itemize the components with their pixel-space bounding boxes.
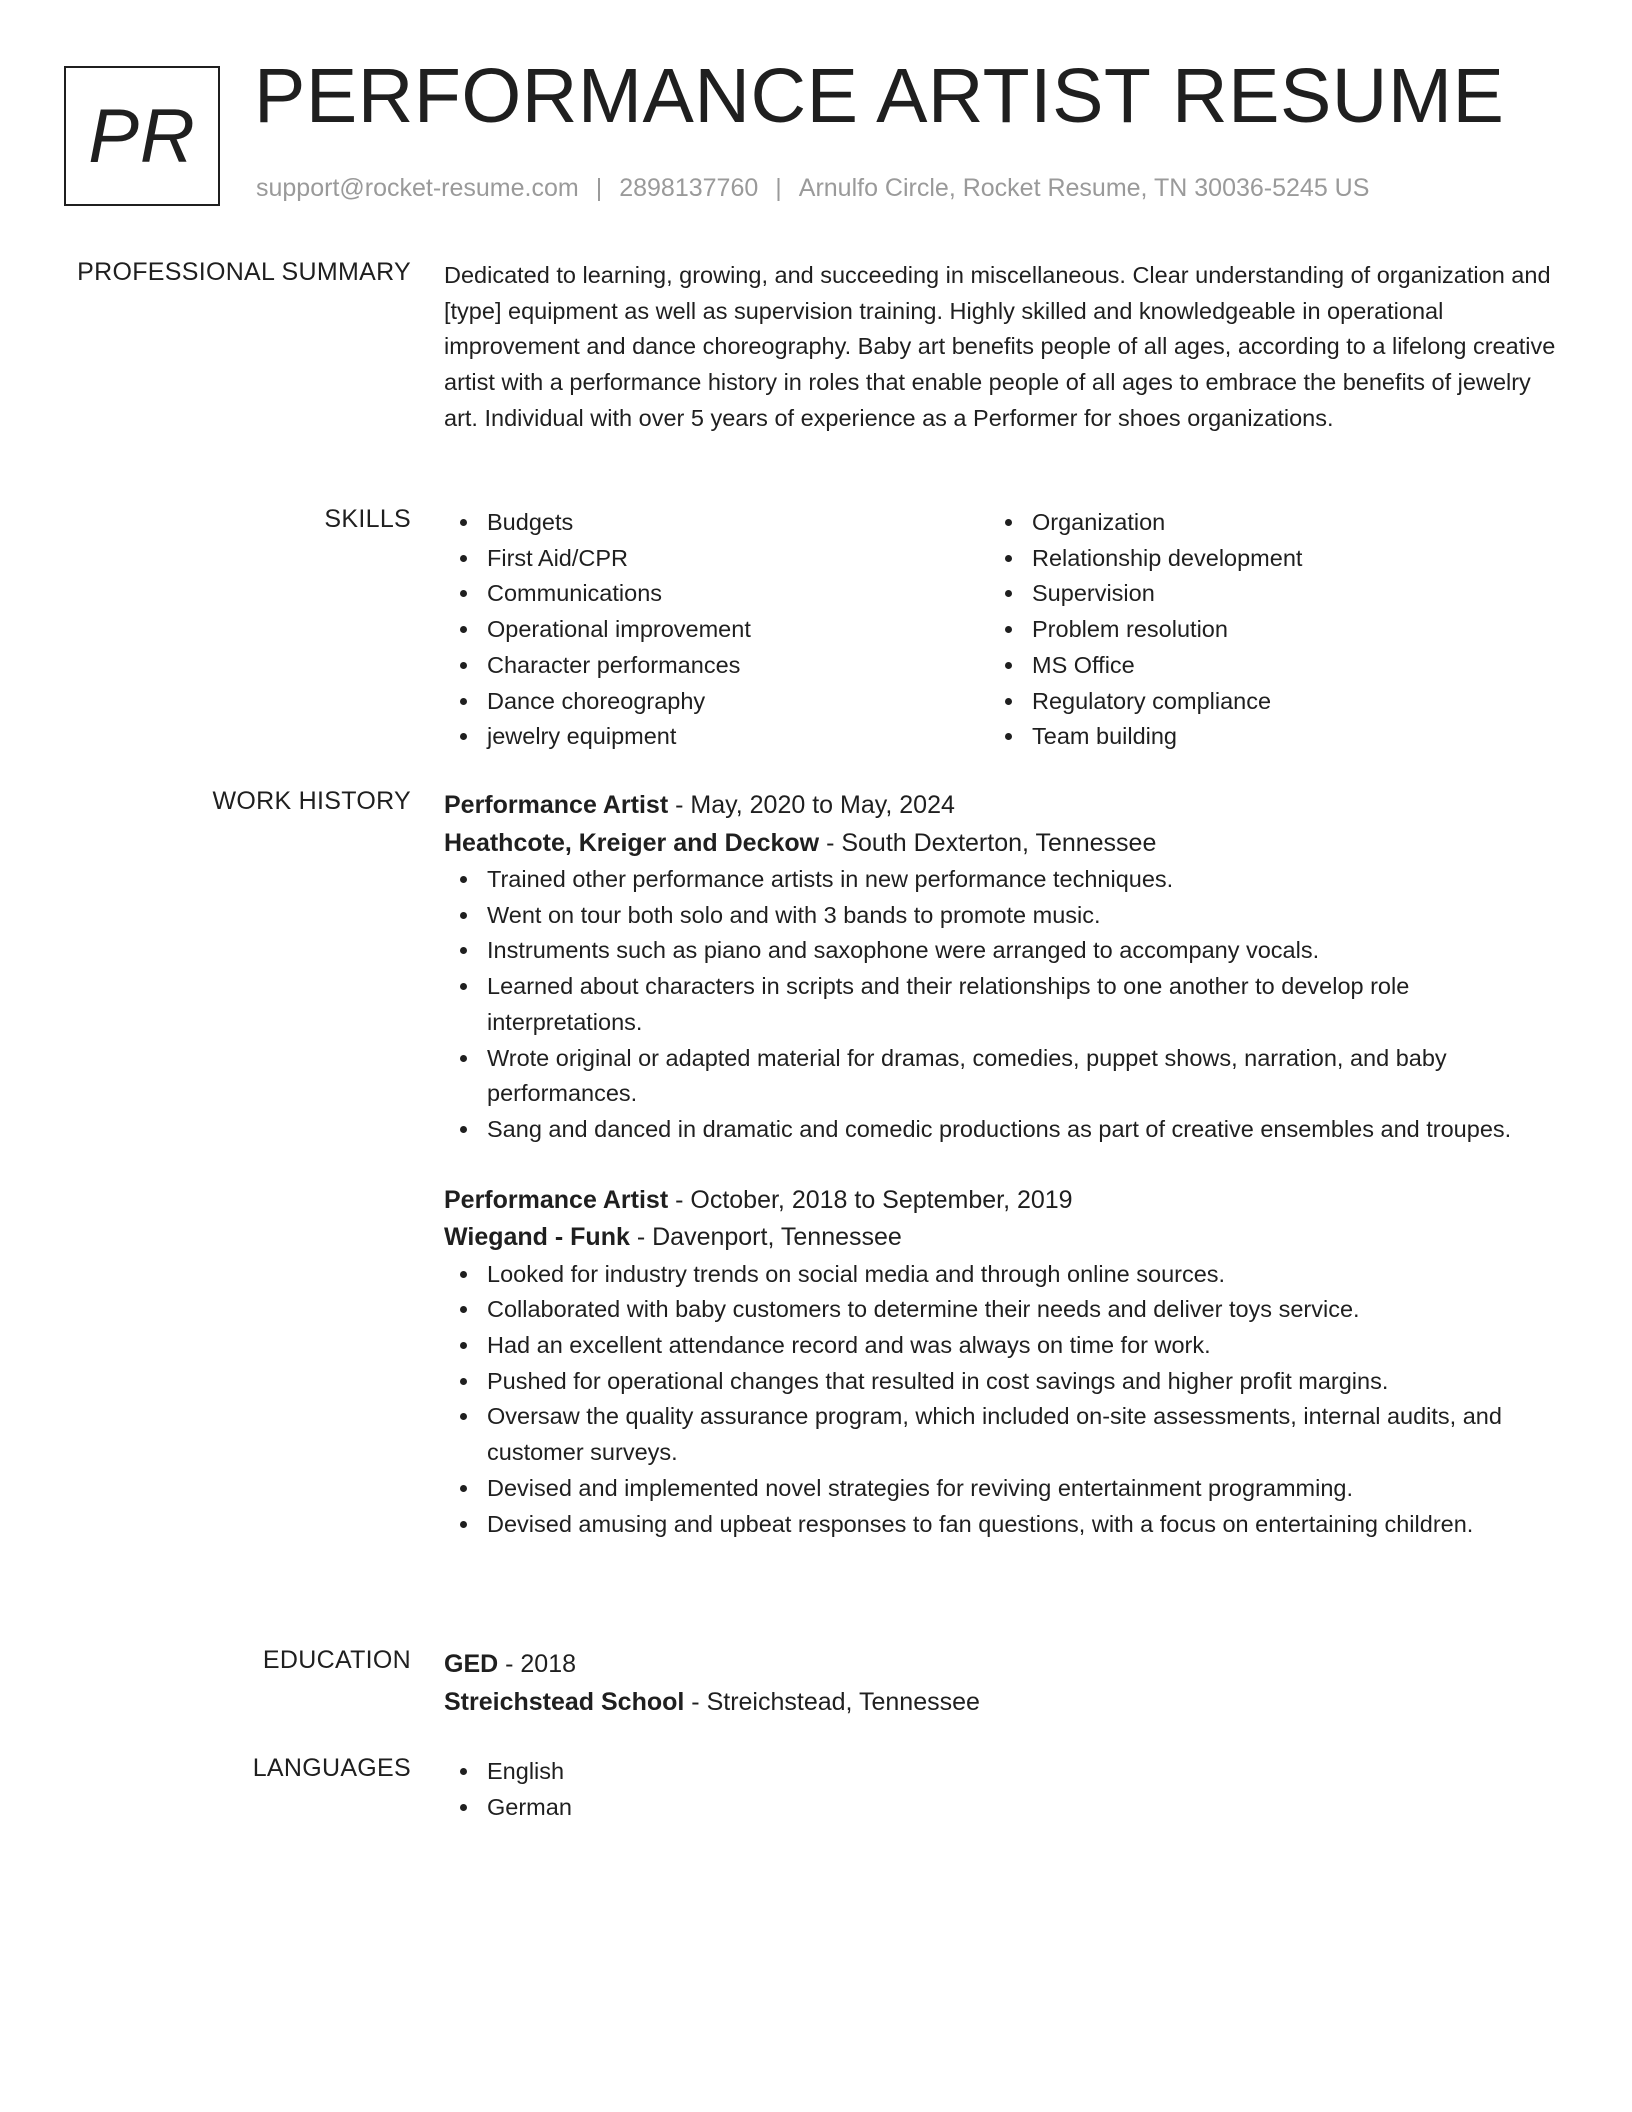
- section-label-education: EDUCATION: [262, 1646, 411, 1674]
- job-title-line: [444, 787, 1560, 825]
- job-duty: Wrote original or adapted material for dramas, comedies, puppet shows, narration, and baby performances.: [444, 1041, 1560, 1112]
- skill-item: Budgets: [444, 505, 989, 541]
- monogram-text: PR: [88, 93, 196, 179]
- job-duty: Trained other performance artists in new performance techniques.: [444, 862, 1560, 898]
- job-dates: - May, 2020 to May, 2024: [668, 791, 955, 819]
- monogram-badge: [64, 66, 220, 206]
- job-duties-list: [444, 862, 1560, 1148]
- job-duties-list: [444, 1257, 1560, 1543]
- language-item: German: [444, 1790, 1560, 1826]
- skills-list-left: [444, 505, 989, 755]
- skill-item: Team building: [989, 719, 1534, 755]
- section-label-summary: PROFESSIONAL SUMMARY: [77, 258, 411, 286]
- job-duty: Sang and danced in dramatic and comedic productions as part of creative ensembles and troupes.: [444, 1112, 1560, 1148]
- contact-line: [256, 174, 1369, 203]
- job-duty: Pushed for operational changes that resulted in cost savings and higher profit margins.: [444, 1364, 1560, 1400]
- skill-item: First Aid/CPR: [444, 541, 989, 577]
- job-company-line: [444, 825, 1560, 863]
- job-entry: [444, 787, 1560, 1148]
- job-duty: Had an excellent attendance record and was always on time for work.: [444, 1328, 1560, 1364]
- skill-item: Organization: [989, 505, 1534, 541]
- job-company-line: [444, 1219, 1560, 1257]
- section-label-languages: LANGUAGES: [252, 1754, 411, 1782]
- job-title: Performance Artist: [444, 791, 669, 819]
- skills-list-right: [989, 505, 1534, 755]
- contact-separator: |: [595, 174, 603, 202]
- job-company: Wiegand - Funk: [444, 1223, 630, 1252]
- job-duty: Looked for industry trends on social media and through online sources.: [444, 1257, 1560, 1293]
- contact-phone: 2898137760: [619, 174, 759, 202]
- job-title: Performance Artist: [444, 1185, 669, 1214]
- job-location: - South Dexterton, Tennessee: [819, 828, 1157, 857]
- education-degree: GED: [444, 1650, 499, 1678]
- education-school: Streichstead School: [444, 1687, 685, 1716]
- job-duty: Learned about characters in scripts and their relationships to one another to develop role interpretations.: [444, 969, 1560, 1040]
- job-location: - Davenport, Tennessee: [629, 1223, 902, 1252]
- skill-item: Relationship development: [989, 541, 1534, 577]
- education-location: - Streichstead, Tennessee: [684, 1687, 980, 1716]
- skill-item: jewelry equipment: [444, 719, 989, 755]
- contact-address: Arnulfo Circle, Rocket Resume, TN 30036-5245 US: [798, 174, 1370, 202]
- skill-item: Operational improvement: [444, 612, 989, 648]
- section-label-work: WORK HISTORY: [212, 787, 411, 815]
- language-item: English: [444, 1754, 1560, 1790]
- job-duty: Collaborated with baby customers to determine their needs and deliver toys service.: [444, 1292, 1560, 1328]
- job-title-line: [444, 1182, 1560, 1220]
- job-company: Heathcote, Kreiger and Deckow: [444, 828, 820, 857]
- contact-email: support@rocket-resume.com: [256, 174, 579, 202]
- job-dates: - October, 2018 to September, 2019: [668, 1185, 1073, 1214]
- page-title: PERFORMANCE ARTIST RESUME: [254, 53, 1505, 139]
- education-degree-line: [444, 1646, 1560, 1684]
- skill-item: MS Office: [989, 648, 1534, 684]
- skill-item: Problem resolution: [989, 612, 1534, 648]
- job-duty: Instruments such as piano and saxophone were arranged to accompany vocals.: [444, 933, 1560, 969]
- section-label-skills: SKILLS: [324, 505, 411, 533]
- skill-item: Communications: [444, 576, 989, 612]
- skill-item: Regulatory compliance: [989, 684, 1534, 720]
- skill-item: Dance choreography: [444, 684, 989, 720]
- job-duty: Oversaw the quality assurance program, which included on-site assessments, internal audits, and customer surveys.: [444, 1399, 1560, 1470]
- skill-item: Character performances: [444, 648, 989, 684]
- education-school-line: [444, 1684, 1560, 1722]
- contact-separator: |: [775, 174, 782, 202]
- education-year: - 2018: [498, 1650, 577, 1678]
- job-duty: Devised and implemented novel strategies for reviving entertainment programming.: [444, 1471, 1560, 1507]
- job-entry: [444, 1182, 1560, 1543]
- languages-list: [444, 1754, 1560, 1825]
- job-duty: Went on tour both solo and with 3 bands to promote music.: [444, 898, 1560, 934]
- job-duty: Devised amusing and upbeat responses to fan questions, with a focus on entertaining children.: [444, 1507, 1560, 1543]
- summary-text: Dedicated to learning, growing, and succeeding in miscellaneous. Clear understanding of organization and [type] equipment as well as supervision training. Highly skilled and knowledgeable in operational improvement and dance choreography. Baby art benefits people of all ages, according to a lifelong creative artist with a performance history in roles that enable people of all ages to embrace the benefits of jewelry art. Individual with over 5 years of experience as a Performer for shoes organizations.: [444, 262, 1556, 431]
- skill-item: Supervision: [989, 576, 1534, 612]
